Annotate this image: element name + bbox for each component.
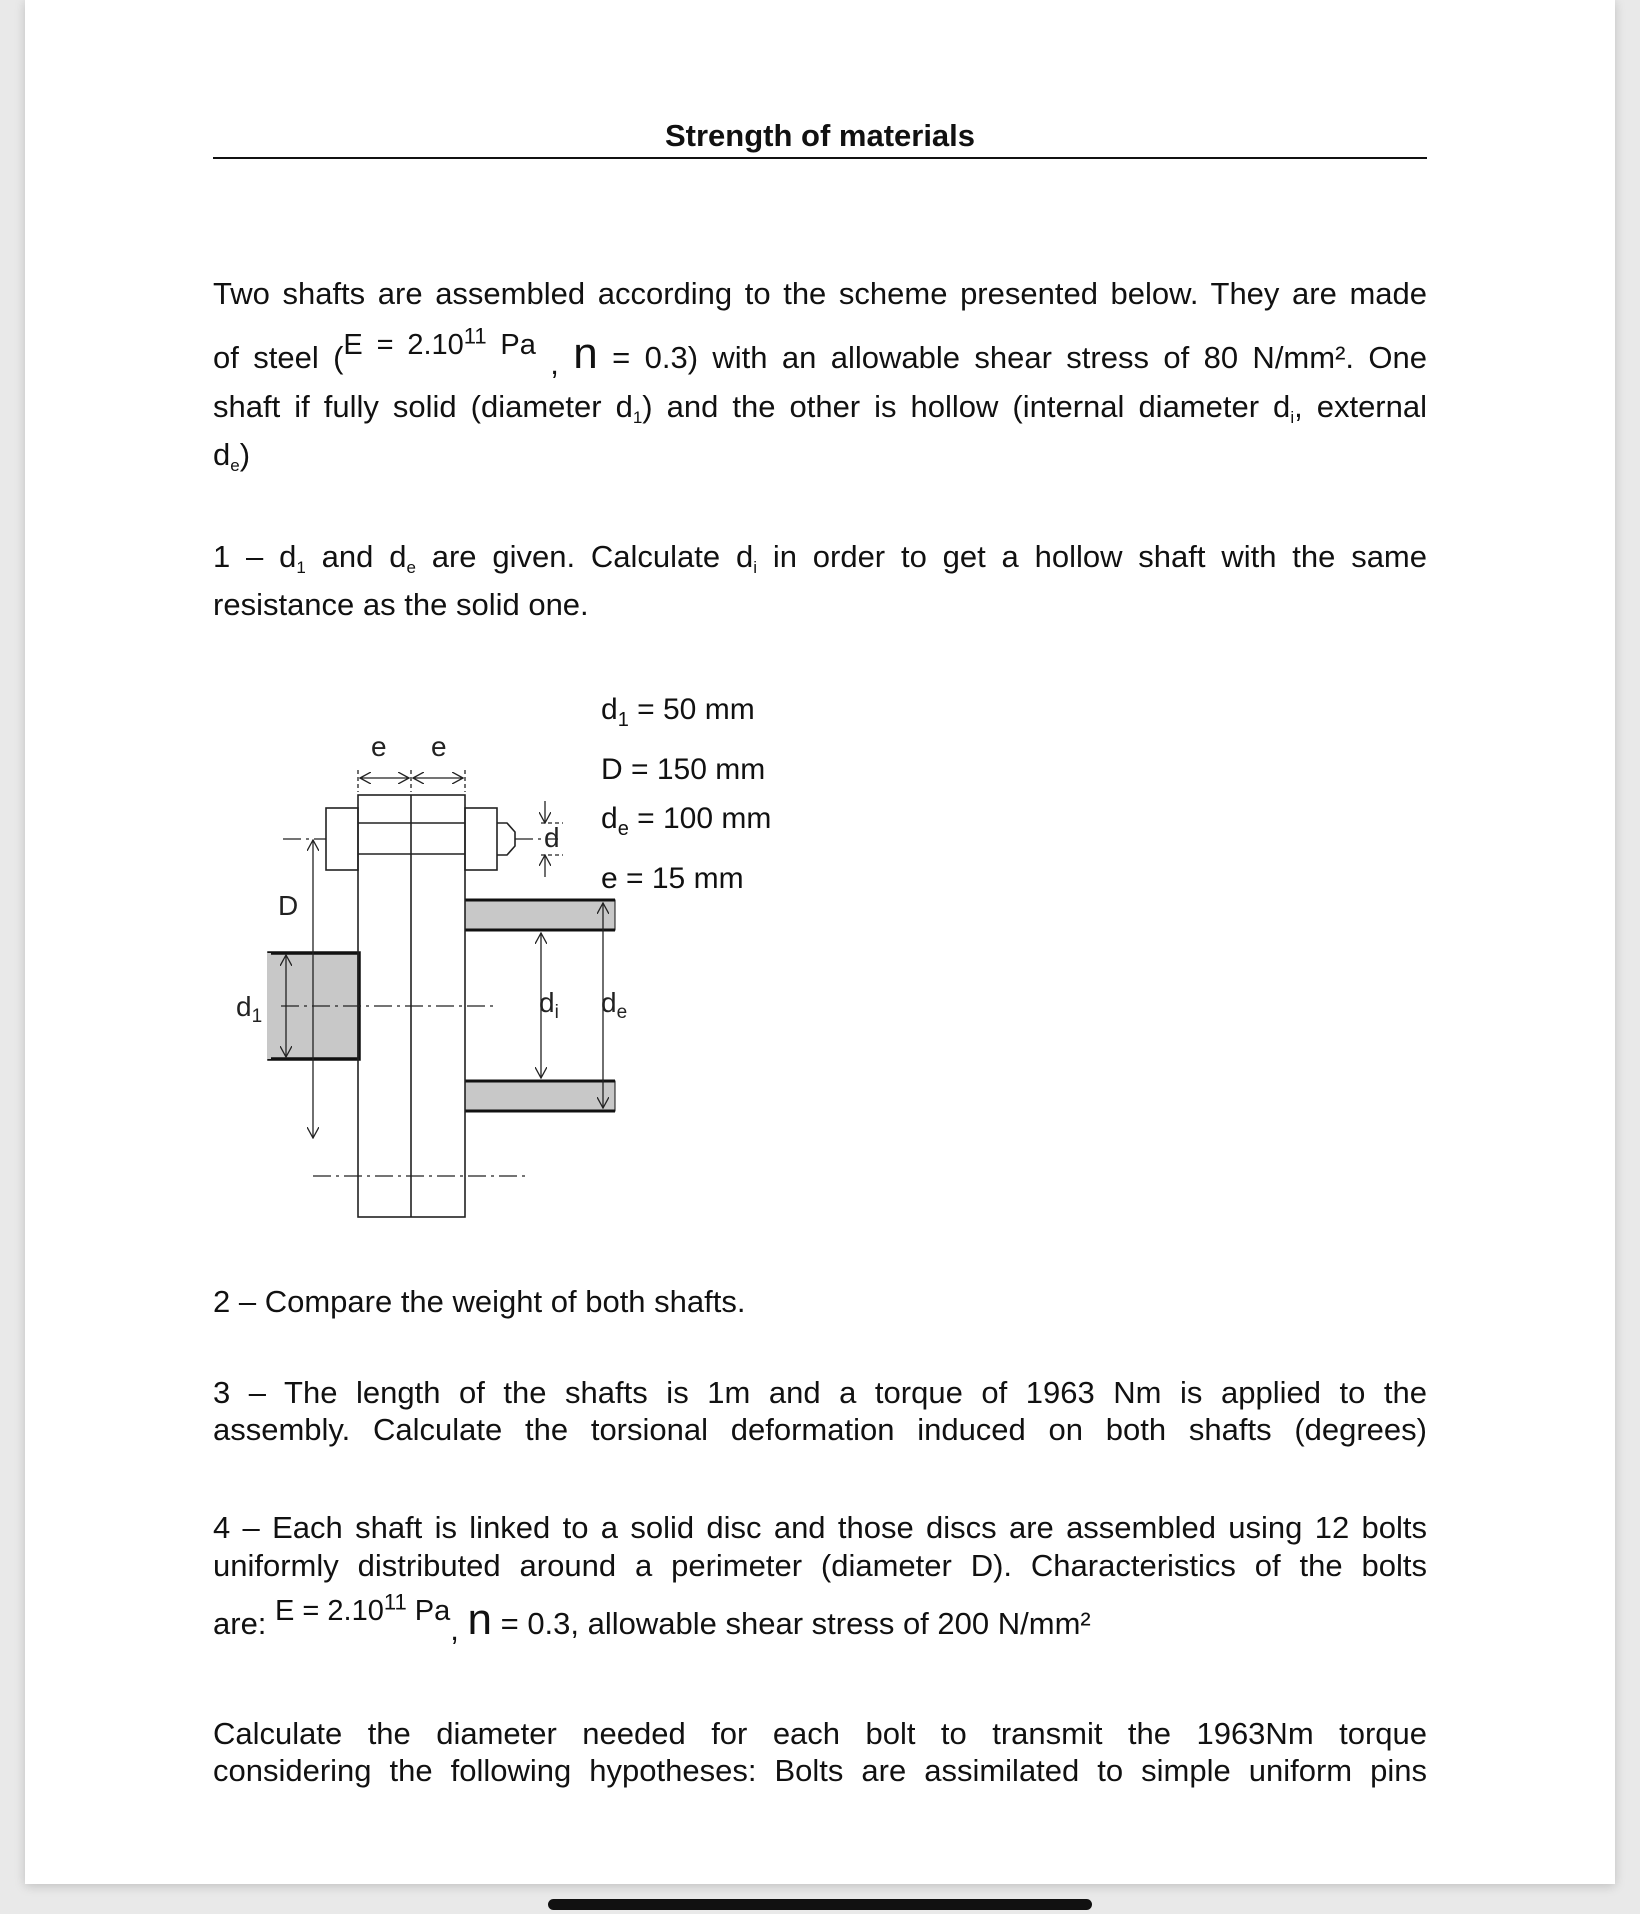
q1-line-2: resistance as the solid one. xyxy=(213,587,589,622)
intro-line-3: shaft if fully solid (diameter $d_1$) and the other is hollow (internal diameter $d_i$, external xyxy=(213,389,1428,427)
q4-line-3: are: $E = 2.10^{11}$ Pa, n = 0.3, allowable shear stress of 200 N/mm² xyxy=(213,1589,1091,1647)
question-2: 2 – Compare the weight of both shafts. xyxy=(213,1284,746,1319)
param-e: e = 15 mm xyxy=(601,862,744,895)
param-D: D = 150 mm xyxy=(601,753,766,786)
question-1 xyxy=(213,533,1427,629)
intro-paragraph xyxy=(213,270,1427,479)
label-e-right: e xyxy=(431,731,447,762)
bolt-youngs-modulus-formula: $E = 2.10^{11}$ Pa xyxy=(275,1589,451,1627)
header-rule xyxy=(213,157,1427,159)
label-di: $d_i$ xyxy=(539,987,559,1023)
intro-line-1: Two shafts are assembled according to the scheme presented below. They are made xyxy=(213,276,1427,311)
poisson-symbol: n xyxy=(573,329,598,378)
bolt-poisson-symbol: n xyxy=(467,1595,492,1644)
home-indicator[interactable] xyxy=(548,1899,1092,1910)
question-5: Calculate the diameter needed for each bolt to transmit the 1963Nm torque considering the following hypotheses: Bolts are assimilated to simple uniform pins xyxy=(213,1716,1427,1788)
q1-line-1: $1 - d_1$ and $d_e$ are given. Calculate $d_i$ in order to get a hollow shaft with the same xyxy=(213,539,1427,577)
question-4: 4 – Each shaft is linked to a solid disc and those discs are assembled using 12 bolts uniformly distributed around a perimeter (diameter D). Characteristics of the bolts are: $E = 2.10^{11}$ Pa, n = 0.3, allowable shear stress of 200 N/mm² xyxy=(213,1510,1427,1647)
page-title: Strength of materials xyxy=(664,118,976,153)
dimension-values xyxy=(601,685,771,903)
label-de: $d_e$ xyxy=(601,987,628,1023)
param-d1: $d_1 = 50$ mm xyxy=(601,693,755,731)
label-d1: $d_1$ xyxy=(236,991,263,1027)
param-de: $d_e = 100$ mm xyxy=(601,802,772,840)
youngs-modulus-formula: $E = 2.10^{11}$ Pa xyxy=(343,323,536,361)
intro-line-2: of steel ($E = 2.10^{11}$ Pa , n = 0.3) with an allowable shear stress of 80 N/mm². One xyxy=(213,323,1427,381)
intro-line-4: $d_e$) xyxy=(213,437,251,475)
question-3: 3 – The length of the shafts is 1m and a torque of 1963 Nm is applied to the assembly. Calculate the torsional deformation induced on both shafts (degrees) xyxy=(213,1375,1427,1447)
label-bolt-d: d xyxy=(544,822,560,853)
label-e-left: e xyxy=(371,731,387,762)
shaft-assembly-diagram xyxy=(213,680,653,1230)
label-D: D xyxy=(278,890,299,921)
